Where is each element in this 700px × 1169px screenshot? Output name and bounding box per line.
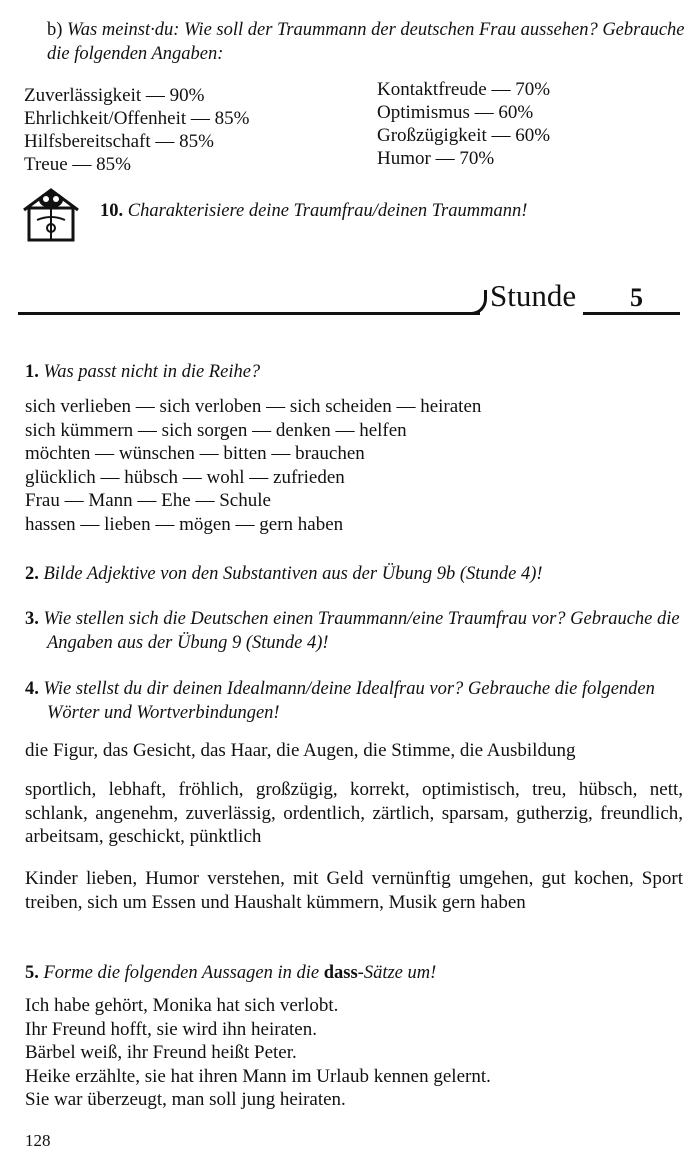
task-10-number: 10. [100, 201, 124, 221]
exercise-instruction: Bilde Adjektive von den Substantiven aus der Übung 9b (Stunde 4)! [43, 564, 543, 584]
exercise-instruction: Wie stellst du dir deinen Idealmann/deine Idealfrau vor? Gebrauche die folgenden Wörter und Wortverbindungen! [43, 679, 655, 723]
exercise-number: 3. [25, 609, 39, 629]
survey-item: Zuverlässigkeit — 90% [24, 85, 205, 106]
word-row: hassen — lieben — mögen — gern haben [25, 513, 344, 535]
exercise-3-heading [25, 608, 685, 655]
survey-item: Treue — 85% [24, 154, 131, 175]
section-number-underline [583, 312, 680, 315]
page-number: 128 [25, 1131, 51, 1150]
exercise-keyword: dass [323, 963, 358, 983]
exercise-5-sentences [25, 994, 491, 1112]
sentence: Bärbel weiß, ihr Freund heißt Peter. [25, 1042, 297, 1063]
exercise-number: 1. [25, 362, 39, 382]
survey-item: Ehrlichkeit/Offenheit — 85% [24, 108, 250, 129]
exercise-instruction: Wie stellen sich die Deutschen einen Traummann/eine Traumfrau vor? Gebrauche die Angaben aus der Übung 9 (Stunde 4)! [43, 609, 680, 653]
survey-item: Kontaktfreude — 70% [377, 79, 551, 100]
survey-item: Großzügigkeit — 60% [377, 125, 551, 146]
task-b-text: Was meinst·du: Wie soll der Traummann der deutschen Frau aussehen? Gebrauche die folgenden Angaben: [47, 20, 685, 64]
survey-right-column [377, 78, 550, 170]
section-title: Stunde [490, 278, 577, 313]
sentence: Heike erzählte, sie hat ihren Mann im Urlaub kennen gelernt. [25, 1065, 491, 1087]
exercise-2-heading [25, 562, 543, 586]
exercise-instruction: Was passt nicht in die Reihe? [43, 362, 261, 382]
task-10-text: Charakterisiere deine Traumfrau/deinen Traummann! [127, 201, 528, 221]
word-row: sich verlieben — sich verloben — sich scheiden — heiraten [25, 396, 482, 417]
exercise-instruction: Forme die folgenden Aussagen in die [43, 963, 320, 983]
exercise-number: 5. [25, 963, 39, 983]
owl-book-icon [20, 184, 82, 244]
task-10 [100, 201, 527, 222]
survey-left-column [24, 84, 249, 176]
nouns-paragraph: die Figur, das Gesicht, das Haar, die Augen, die Stimme, die Ausbildung [25, 740, 576, 761]
sentence: Ich habe gehört, Monika hat sich verlobt. [25, 995, 339, 1016]
word-row: möchten — wünschen — bitten — brauchen [25, 443, 365, 464]
word-row: Frau — Mann — Ehe — Schule [25, 490, 271, 511]
exercise-1-heading [25, 360, 260, 384]
exercise-4-heading [25, 678, 685, 725]
exercise-number: 4. [25, 679, 39, 699]
sentence: Ihr Freund hofft, sie wird ihn heiraten. [25, 1018, 317, 1040]
survey-item: Humor — 70% [377, 148, 495, 169]
section-number: 5 [630, 283, 643, 312]
exercise-instruction-end: -Sätze um! [357, 963, 437, 983]
word-row: sich kümmern — sich sorgen — denken — helfen [25, 419, 407, 441]
sentence: Sie war überzeugt, man soll jung heiraten. [25, 1089, 346, 1110]
section-rule [18, 312, 480, 315]
survey-item: Optimismus — 60% [377, 102, 534, 123]
word-row: glücklich — hübsch — wohl — zufrieden [25, 466, 345, 488]
task-b-label: b) [47, 20, 63, 40]
survey-item: Hilfsbereitschaft — 85% [24, 131, 214, 152]
adjectives-paragraph: sportlich, lebhaft, fröhlich, großzügig, korrekt, optimistisch, treu, hübsch, nett, schlank, angenehm, zuverlässig, ordentlich, zärtlich, sparsam, gutherzig, freundlich, arbeitsam, geschickt, pünktlich [25, 779, 683, 847]
exercise-5-heading [25, 961, 436, 985]
section-rule-hook [468, 290, 487, 315]
phrases-paragraph: Kinder lieben, Humor verstehen, mit Geld vernünftig umgehen, gut kochen, Sport treiben, sich um Essen und Haushalt kümmern, Musik gern haben [25, 868, 683, 913]
exercise-1-rows [25, 395, 481, 536]
exercise-number: 2. [25, 564, 39, 584]
task-b [47, 18, 687, 66]
